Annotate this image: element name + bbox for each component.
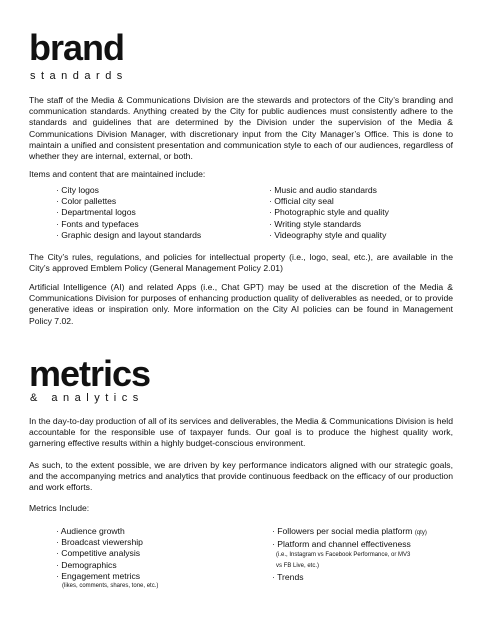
list-item: · Demographics: [56, 559, 117, 570]
brand-rules-paragraph: The City’s rules, regulations, and policies for intellectual property (i.e., logo, seal, etc.), are available in the City’s approved Emblem Policy (General Management Policy 2.01): [29, 252, 453, 274]
list-item: · Photographic style and quality: [269, 207, 389, 218]
list-item: · Color pallettes: [56, 196, 117, 207]
metrics-heading: metrics: [29, 353, 151, 394]
list-item: · City logos: [56, 185, 99, 195]
platform-note-line-2: vs FB Live, etc.): [276, 563, 320, 570]
metrics-list-intro: Metrics Include:: [29, 503, 90, 513]
list-item: · Trends: [272, 572, 304, 583]
brand-ai-paragraph: Artificial Intelligence (AI) and related Apps (i.e., Chat GPT) may be used at the discretion of the Media & Communications Division for purposes of enhancing production quality of deliverables as needed, or to provide generative ideas or inspiration only. More information on the City AI policies can be found in Management Policy 7.02.: [29, 282, 453, 326]
platform-note-line-1: (i.e., Instagram vs Facebook Performance, or MV3: [276, 552, 411, 559]
list-item: · Official city seal: [269, 196, 334, 207]
brand-heading: brand: [29, 27, 125, 68]
metrics-items-right: [272, 526, 427, 584]
brand-items-right: [269, 185, 389, 241]
followers-label: · Followers per social media platform: [272, 526, 413, 536]
metrics-subheading: & analytics: [30, 392, 144, 404]
brand-intro-paragraph: The staff of the Media & Communications Division are the stewards and protectors of the City’s branding and communication standards. Anything created by the City for public audiences must consistently adhere to the standards and guidelines that are determined by the Division under the supervision of the Media & Communications Division Manager, with discretionary input from the City Manager’s Office. This is done to maintain a unified and consistent presentation and communication style to each of our audiences, regardless of whether they are internal, external, or both.: [29, 95, 453, 162]
metrics-items-left: [56, 526, 158, 591]
list-item: · Audience growth: [56, 526, 125, 536]
list-item: · Music and audio standards: [269, 185, 377, 195]
brand-list-intro: Items and content that are maintained include:: [29, 169, 206, 179]
followers-note: (qty): [414, 530, 427, 536]
brand-items-left: [56, 185, 201, 241]
list-item: · Competitive analysis: [56, 548, 141, 559]
list-item: [272, 526, 427, 539]
list-item: · Broadcast viewership: [56, 537, 143, 548]
engagement-note: (likes, comments, shares, tone, etc.): [62, 583, 159, 590]
list-item: · Engagement metrics: [56, 570, 141, 581]
list-item: · Videography style and quality: [269, 229, 387, 240]
list-item: · Graphic design and layout standards: [56, 229, 202, 240]
list-item: · Platform and channel effectiveness: [272, 539, 411, 550]
list-item: · Departmental logos: [56, 207, 136, 218]
list-item: · Fonts and typefaces: [56, 218, 139, 229]
brand-subheading: standards: [30, 70, 128, 82]
metrics-kpi-paragraph: As such, to the extent possible, we are driven by key performance indicators aligned with our strategic goals, and the accompanying metrics and analytics that provide continuous feedback on the efficacy of our production and work efforts.: [29, 460, 453, 493]
list-item: · Writing style standards: [269, 218, 362, 229]
metrics-intro-paragraph: In the day-to-day production of all of its services and deliverables, the Media & Communications Division is held accountable for the responsible use of taxpayer funds. Our goal is to produce the highest quality work, garnering effective results within a highly budget-conscious environment.: [29, 416, 453, 449]
